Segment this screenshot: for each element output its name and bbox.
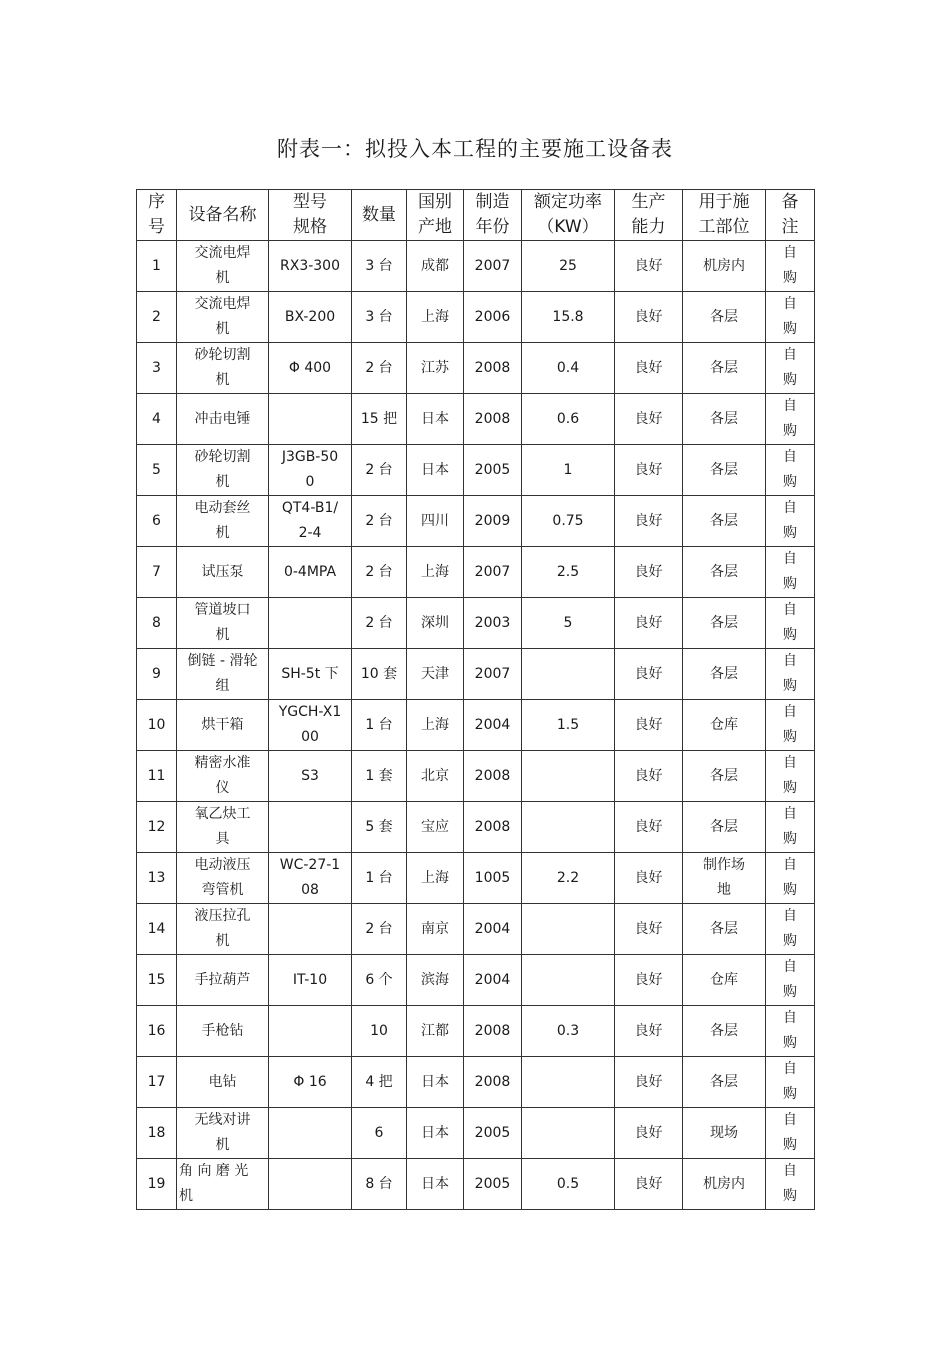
cell-year: 2007 xyxy=(464,547,522,598)
cell-index: 14 xyxy=(137,904,177,955)
table-row xyxy=(137,343,815,394)
cell-index: 4 xyxy=(137,394,177,445)
cell-origin: 日本 xyxy=(407,1159,464,1210)
header-index: 序 号 xyxy=(137,190,177,241)
cell-model-spec: YGCH-X1 00 xyxy=(269,700,352,751)
cell-remark: 自 购 xyxy=(766,394,815,445)
cell-quantity: 1 套 xyxy=(352,751,407,802)
cell-equipment-name: 手枪钻 xyxy=(177,1006,269,1057)
cell-capacity: 良好 xyxy=(615,1108,683,1159)
cell-index: 7 xyxy=(137,547,177,598)
cell-model-spec xyxy=(269,1006,352,1057)
cell-origin: 天津 xyxy=(407,649,464,700)
cell-capacity: 良好 xyxy=(615,343,683,394)
table-row xyxy=(137,649,815,700)
cell-origin: 南京 xyxy=(407,904,464,955)
header-equipment-name: 设备名称 xyxy=(177,190,269,241)
cell-equipment-name: 倒链 - 滑轮 组 xyxy=(177,649,269,700)
cell-used-location: 机房内 xyxy=(683,1159,766,1210)
cell-origin: 江苏 xyxy=(407,343,464,394)
cell-rated-power xyxy=(522,751,615,802)
cell-quantity: 2 台 xyxy=(352,445,407,496)
cell-equipment-name: 精密水准 仪 xyxy=(177,751,269,802)
cell-rated-power xyxy=(522,649,615,700)
cell-index: 17 xyxy=(137,1057,177,1108)
cell-quantity: 2 台 xyxy=(352,598,407,649)
table-row xyxy=(137,751,815,802)
cell-capacity: 良好 xyxy=(615,649,683,700)
cell-model-spec xyxy=(269,802,352,853)
cell-capacity: 良好 xyxy=(615,1006,683,1057)
cell-index: 3 xyxy=(137,343,177,394)
cell-year: 2004 xyxy=(464,904,522,955)
cell-year: 1005 xyxy=(464,853,522,904)
cell-capacity: 良好 xyxy=(615,904,683,955)
cell-rated-power: 15.8 xyxy=(522,292,615,343)
cell-capacity: 良好 xyxy=(615,802,683,853)
header-origin: 国别 产地 xyxy=(407,190,464,241)
cell-remark: 自 购 xyxy=(766,853,815,904)
cell-remark: 自 购 xyxy=(766,802,815,853)
cell-year: 2008 xyxy=(464,394,522,445)
cell-quantity: 1 台 xyxy=(352,700,407,751)
cell-used-location: 制作场 地 xyxy=(683,853,766,904)
cell-origin: 上海 xyxy=(407,853,464,904)
cell-index: 9 xyxy=(137,649,177,700)
table-body xyxy=(137,241,815,1210)
cell-remark: 自 购 xyxy=(766,343,815,394)
cell-rated-power xyxy=(522,1108,615,1159)
cell-index: 11 xyxy=(137,751,177,802)
table-row xyxy=(137,394,815,445)
cell-remark: 自 购 xyxy=(766,700,815,751)
cell-used-location: 现场 xyxy=(683,1108,766,1159)
header-year: 制造 年份 xyxy=(464,190,522,241)
cell-equipment-name: 烘干箱 xyxy=(177,700,269,751)
table-row xyxy=(137,904,815,955)
cell-year: 2005 xyxy=(464,1159,522,1210)
cell-used-location: 机房内 xyxy=(683,241,766,292)
cell-quantity: 10 xyxy=(352,1006,407,1057)
cell-equipment-name: 砂轮切割 机 xyxy=(177,343,269,394)
cell-quantity: 1 台 xyxy=(352,853,407,904)
table-row xyxy=(137,292,815,343)
cell-used-location: 各层 xyxy=(683,751,766,802)
table-row xyxy=(137,955,815,1006)
cell-model-spec xyxy=(269,1159,352,1210)
cell-remark: 自 购 xyxy=(766,445,815,496)
cell-model-spec: Φ 400 xyxy=(269,343,352,394)
cell-model-spec: QT4-B1/ 2-4 xyxy=(269,496,352,547)
cell-index: 18 xyxy=(137,1108,177,1159)
cell-remark: 自 购 xyxy=(766,904,815,955)
cell-equipment-name: 手拉葫芦 xyxy=(177,955,269,1006)
cell-origin: 宝应 xyxy=(407,802,464,853)
cell-origin: 上海 xyxy=(407,700,464,751)
cell-year: 2003 xyxy=(464,598,522,649)
cell-capacity: 良好 xyxy=(615,547,683,598)
cell-remark: 自 购 xyxy=(766,1006,815,1057)
cell-year: 2005 xyxy=(464,1108,522,1159)
cell-used-location: 仓库 xyxy=(683,700,766,751)
cell-used-location: 各层 xyxy=(683,802,766,853)
cell-origin: 日本 xyxy=(407,394,464,445)
cell-rated-power: 1 xyxy=(522,445,615,496)
cell-rated-power xyxy=(522,904,615,955)
cell-year: 2007 xyxy=(464,241,522,292)
table-row xyxy=(137,496,815,547)
header-used-location: 用于施 工部位 xyxy=(683,190,766,241)
cell-used-location: 各层 xyxy=(683,649,766,700)
page-title: 附表一：拟投入本工程的主要施工设备表 xyxy=(277,137,673,161)
cell-rated-power: 5 xyxy=(522,598,615,649)
table-row xyxy=(137,1159,815,1210)
cell-quantity: 6 个 xyxy=(352,955,407,1006)
table-row xyxy=(137,1108,815,1159)
cell-capacity: 良好 xyxy=(615,1159,683,1210)
cell-quantity: 3 台 xyxy=(352,292,407,343)
cell-equipment-name: 电钻 xyxy=(177,1057,269,1108)
cell-year: 2008 xyxy=(464,802,522,853)
cell-equipment-name: 氧乙炔工 具 xyxy=(177,802,269,853)
cell-model-spec xyxy=(269,598,352,649)
cell-remark: 自 购 xyxy=(766,1057,815,1108)
cell-model-spec xyxy=(269,904,352,955)
cell-rated-power: 0.75 xyxy=(522,496,615,547)
header-capacity: 生产 能力 xyxy=(615,190,683,241)
cell-equipment-name: 交流电焊 机 xyxy=(177,241,269,292)
table-row xyxy=(137,547,815,598)
header-rated-power: 额定功率 （KW） xyxy=(522,190,615,241)
cell-used-location: 各层 xyxy=(683,445,766,496)
cell-rated-power: 25 xyxy=(522,241,615,292)
table-header-row xyxy=(137,190,815,241)
cell-used-location: 仓库 xyxy=(683,955,766,1006)
header-remark: 备 注 xyxy=(766,190,815,241)
cell-used-location: 各层 xyxy=(683,547,766,598)
cell-equipment-name: 电动套丝 机 xyxy=(177,496,269,547)
header-model-spec: 型号 规格 xyxy=(269,190,352,241)
cell-origin: 上海 xyxy=(407,292,464,343)
cell-quantity: 15 把 xyxy=(352,394,407,445)
cell-index: 19 xyxy=(137,1159,177,1210)
cell-capacity: 良好 xyxy=(615,598,683,649)
cell-used-location: 各层 xyxy=(683,496,766,547)
table-row xyxy=(137,1057,815,1108)
cell-model-spec: S3 xyxy=(269,751,352,802)
cell-rated-power: 2.2 xyxy=(522,853,615,904)
cell-capacity: 良好 xyxy=(615,496,683,547)
cell-origin: 北京 xyxy=(407,751,464,802)
cell-origin: 滨海 xyxy=(407,955,464,1006)
cell-origin: 日本 xyxy=(407,445,464,496)
cell-quantity: 8 台 xyxy=(352,1159,407,1210)
cell-index: 10 xyxy=(137,700,177,751)
cell-year: 2006 xyxy=(464,292,522,343)
cell-remark: 自 购 xyxy=(766,292,815,343)
cell-rated-power xyxy=(522,802,615,853)
cell-rated-power: 0.4 xyxy=(522,343,615,394)
cell-capacity: 良好 xyxy=(615,853,683,904)
cell-quantity: 3 台 xyxy=(352,241,407,292)
cell-quantity: 2 台 xyxy=(352,547,407,598)
cell-year: 2007 xyxy=(464,649,522,700)
cell-index: 12 xyxy=(137,802,177,853)
cell-year: 2008 xyxy=(464,751,522,802)
cell-capacity: 良好 xyxy=(615,292,683,343)
header-quantity: 数量 xyxy=(352,190,407,241)
cell-index: 13 xyxy=(137,853,177,904)
cell-used-location: 各层 xyxy=(683,1006,766,1057)
cell-capacity: 良好 xyxy=(615,751,683,802)
equipment-table xyxy=(136,189,815,1210)
cell-rated-power: 0.5 xyxy=(522,1159,615,1210)
cell-equipment-name: 试压泵 xyxy=(177,547,269,598)
cell-quantity: 6 xyxy=(352,1108,407,1159)
table-row xyxy=(137,700,815,751)
cell-equipment-name: 电动液压 弯管机 xyxy=(177,853,269,904)
cell-equipment-name: 冲击电锤 xyxy=(177,394,269,445)
cell-year: 2005 xyxy=(464,445,522,496)
cell-origin: 四川 xyxy=(407,496,464,547)
cell-model-spec: BX-200 xyxy=(269,292,352,343)
cell-index: 5 xyxy=(137,445,177,496)
cell-quantity: 10 套 xyxy=(352,649,407,700)
cell-index: 8 xyxy=(137,598,177,649)
cell-model-spec: IT-10 xyxy=(269,955,352,1006)
cell-quantity: 2 台 xyxy=(352,496,407,547)
cell-year: 2008 xyxy=(464,1057,522,1108)
cell-equipment-name: 液压拉孔 机 xyxy=(177,904,269,955)
cell-equipment-name: 管道坡口 机 xyxy=(177,598,269,649)
cell-capacity: 良好 xyxy=(615,241,683,292)
table-row xyxy=(137,853,815,904)
cell-capacity: 良好 xyxy=(615,700,683,751)
cell-remark: 自 购 xyxy=(766,547,815,598)
cell-year: 2004 xyxy=(464,955,522,1006)
cell-origin: 江都 xyxy=(407,1006,464,1057)
cell-equipment-name: 砂轮切割 机 xyxy=(177,445,269,496)
cell-year: 2008 xyxy=(464,343,522,394)
table-row xyxy=(137,598,815,649)
table-row xyxy=(137,1006,815,1057)
cell-capacity: 良好 xyxy=(615,445,683,496)
cell-index: 2 xyxy=(137,292,177,343)
cell-model-spec xyxy=(269,394,352,445)
cell-origin: 成都 xyxy=(407,241,464,292)
cell-quantity: 2 台 xyxy=(352,343,407,394)
cell-quantity: 4 把 xyxy=(352,1057,407,1108)
cell-equipment-name: 交流电焊 机 xyxy=(177,292,269,343)
cell-rated-power: 0.6 xyxy=(522,394,615,445)
cell-equipment-name: 无线对讲 机 xyxy=(177,1108,269,1159)
cell-index: 16 xyxy=(137,1006,177,1057)
cell-remark: 自 购 xyxy=(766,496,815,547)
cell-model-spec xyxy=(269,1108,352,1159)
cell-model-spec: 0-4MPA xyxy=(269,547,352,598)
cell-model-spec: J3GB-50 0 xyxy=(269,445,352,496)
cell-remark: 自 购 xyxy=(766,649,815,700)
cell-used-location: 各层 xyxy=(683,394,766,445)
cell-origin: 日本 xyxy=(407,1108,464,1159)
cell-capacity: 良好 xyxy=(615,955,683,1006)
cell-used-location: 各层 xyxy=(683,904,766,955)
cell-used-location: 各层 xyxy=(683,343,766,394)
cell-year: 2009 xyxy=(464,496,522,547)
cell-rated-power: 1.5 xyxy=(522,700,615,751)
cell-index: 1 xyxy=(137,241,177,292)
cell-year: 2008 xyxy=(464,1006,522,1057)
cell-model-spec: WC-27-1 08 xyxy=(269,853,352,904)
cell-remark: 自 购 xyxy=(766,241,815,292)
cell-remark: 自 购 xyxy=(766,751,815,802)
cell-model-spec: Φ 16 xyxy=(269,1057,352,1108)
cell-model-spec: RX3-300 xyxy=(269,241,352,292)
cell-origin: 深圳 xyxy=(407,598,464,649)
cell-remark: 自 购 xyxy=(766,598,815,649)
cell-quantity: 2 台 xyxy=(352,904,407,955)
table-row xyxy=(137,445,815,496)
cell-rated-power xyxy=(522,955,615,1006)
cell-origin: 日本 xyxy=(407,1057,464,1108)
cell-remark: 自 购 xyxy=(766,1108,815,1159)
table-row xyxy=(137,241,815,292)
cell-rated-power: 0.3 xyxy=(522,1006,615,1057)
table-row xyxy=(137,802,815,853)
cell-used-location: 各层 xyxy=(683,598,766,649)
cell-remark: 自 购 xyxy=(766,955,815,1006)
cell-index: 15 xyxy=(137,955,177,1006)
cell-index: 6 xyxy=(137,496,177,547)
cell-equipment-name: 角 向 磨 光 机 xyxy=(177,1159,269,1210)
cell-used-location: 各层 xyxy=(683,292,766,343)
cell-origin: 上海 xyxy=(407,547,464,598)
cell-capacity: 良好 xyxy=(615,394,683,445)
cell-capacity: 良好 xyxy=(615,1057,683,1108)
cell-rated-power xyxy=(522,1057,615,1108)
cell-quantity: 5 套 xyxy=(352,802,407,853)
cell-remark: 自 购 xyxy=(766,1159,815,1210)
cell-used-location: 各层 xyxy=(683,1057,766,1108)
cell-rated-power: 2.5 xyxy=(522,547,615,598)
cell-model-spec: SH-5t 下 xyxy=(269,649,352,700)
cell-year: 2004 xyxy=(464,700,522,751)
